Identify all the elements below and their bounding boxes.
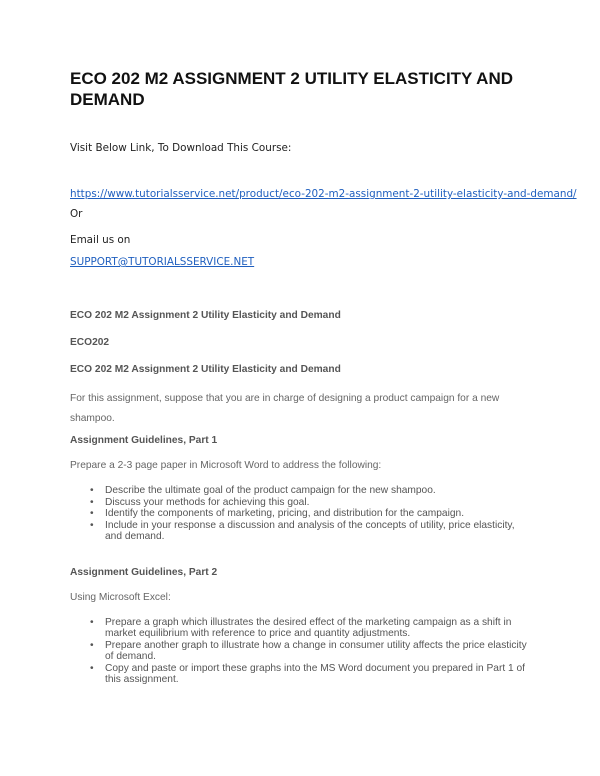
or-text: Or xyxy=(70,208,83,220)
assignment-subheading-repeat: ECO 202 M2 Assignment 2 Utility Elasticity and Demand xyxy=(70,364,341,375)
part2-instruction: Using Microsoft Excel: xyxy=(70,591,171,603)
list-item: • Include in your response a discussion and analysis of the concepts of utility, price elasticity, and demand. xyxy=(90,519,515,542)
list-item: • Copy and paste or import these graphs into the MS Word document you prepared in Part 1 of this assignment. xyxy=(90,662,525,685)
bullet-icon: • xyxy=(90,662,94,674)
bullet-icon: • xyxy=(90,639,94,651)
intro-paragraph: For this assignment, suppose that you are in charge of designing a product campaign for a new shampoo. xyxy=(70,393,500,424)
list-item: • Identify the components of marketing, pricing, and distribution for the campaign. xyxy=(90,508,465,519)
document-title: ECO 202 M2 ASSIGNMENT 2 UTILITY ELASTICITY AND DEMAND xyxy=(70,69,514,109)
email-us-text: Email us on xyxy=(70,234,131,246)
visit-instruction: Visit Below Link, To Download This Course: xyxy=(70,142,292,154)
bullet-icon: • xyxy=(90,508,94,519)
part1-instruction: Prepare a 2-3 page paper in Microsoft Word to address the following: xyxy=(70,460,382,471)
part2-heading: Assignment Guidelines, Part 2 xyxy=(70,566,218,578)
part1-heading: Assignment Guidelines, Part 1 xyxy=(70,435,218,446)
list-item: • Prepare another graph to illustrate how a change in consumer utility affects the price elasticity of demand. xyxy=(90,639,527,662)
course-download-link[interactable]: https://www.tutorialsservice.net/product/eco-202-m2-assignment-2-utility-elasticity-and-demand/ xyxy=(70,188,577,200)
course-code: ECO202 xyxy=(70,337,110,348)
list-item: • Prepare a graph which illustrates the desired effect of the marketing campaign as a shift in market equilibrium with reference to price and quantity adjustments. xyxy=(90,616,512,639)
list-item: • Discuss your methods for achieving this goal. xyxy=(90,496,310,508)
bullet-icon: • xyxy=(90,496,94,508)
bullet-icon: • xyxy=(90,616,94,628)
support-email-link[interactable]: SUPPORT@TUTORIALSSERVICE.NET xyxy=(70,256,255,268)
list-item: • Describe the ultimate goal of the product campaign for the new shampoo. xyxy=(90,485,436,496)
part1-bullet-list xyxy=(70,485,540,543)
part2-bullet-list xyxy=(70,617,540,686)
bullet-icon: • xyxy=(90,485,94,496)
assignment-subheading: ECO 202 M2 Assignment 2 Utility Elasticity and Demand xyxy=(70,310,341,321)
bullet-icon: • xyxy=(90,519,94,531)
